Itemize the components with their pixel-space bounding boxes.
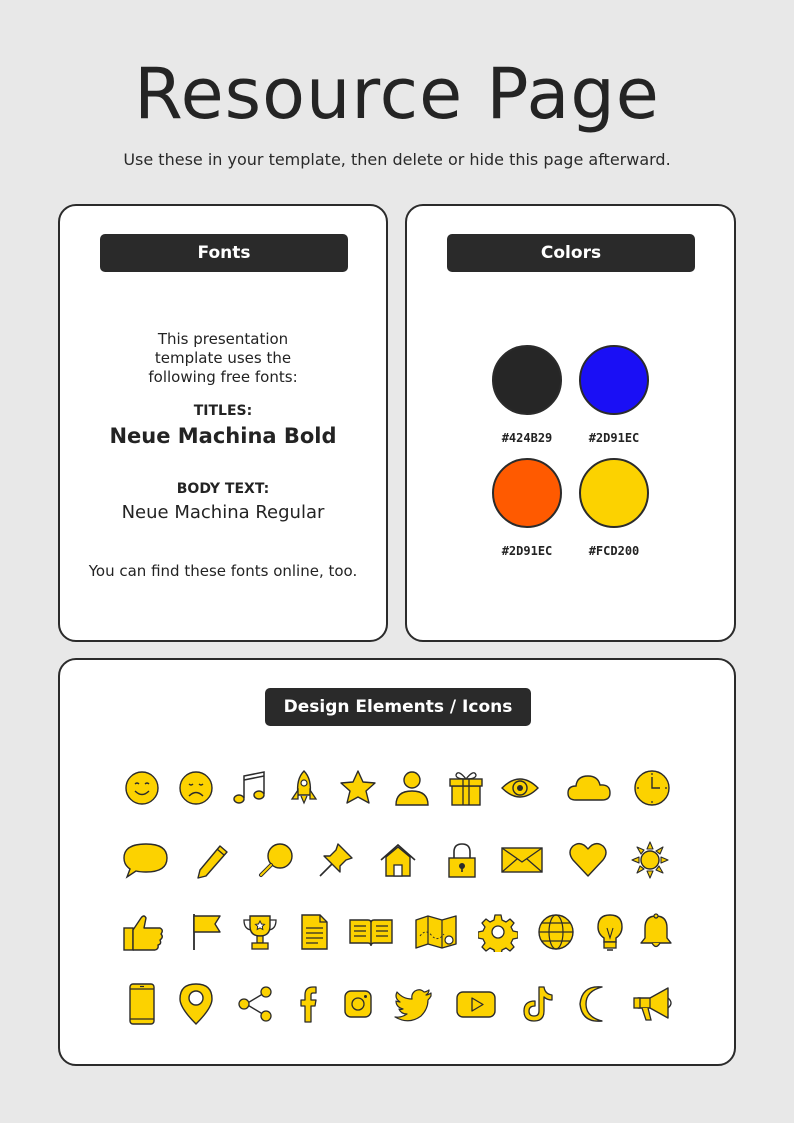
color-hex-2: #2D91EC xyxy=(588,431,640,445)
colors-header: Colors xyxy=(447,234,695,272)
map-icon xyxy=(414,912,454,952)
home-icon xyxy=(378,840,418,880)
music-note-icon xyxy=(230,768,270,808)
bell-icon xyxy=(636,912,676,952)
share-icon xyxy=(236,984,276,1024)
rocket-icon xyxy=(284,768,324,808)
facebook-icon xyxy=(288,984,328,1024)
padlock-icon xyxy=(442,840,482,880)
fonts-intro: This presentation template uses the following free fonts: xyxy=(148,330,298,386)
pushpin-icon xyxy=(316,840,356,880)
icons-card xyxy=(58,658,736,1066)
lightbulb-icon xyxy=(590,912,630,952)
titles-font-name: Neue Machina Bold xyxy=(109,424,337,448)
trophy-icon xyxy=(240,912,280,952)
location-pin-icon xyxy=(176,982,216,1022)
youtube-icon xyxy=(454,984,494,1024)
eye-icon xyxy=(500,768,540,808)
icons-header: Design Elements / Icons xyxy=(265,688,531,726)
instagram-icon xyxy=(338,984,378,1024)
gear-icon xyxy=(478,912,518,952)
envelope-icon xyxy=(500,840,540,880)
gift-icon xyxy=(446,768,486,808)
color-swatch-4 xyxy=(579,458,649,528)
moon-icon xyxy=(576,984,616,1024)
user-icon xyxy=(392,768,432,808)
document-icon xyxy=(294,912,334,952)
color-hex-3: #2D91EC xyxy=(501,544,553,558)
color-swatch-2 xyxy=(579,345,649,415)
body-label: BODY TEXT: xyxy=(176,481,270,497)
sun-icon xyxy=(630,840,670,880)
sad-face-icon xyxy=(176,768,216,808)
titles-label: TITLES: xyxy=(193,403,253,419)
magnifier-icon xyxy=(256,840,296,880)
page-title: Resource Page xyxy=(134,53,660,135)
smartphone-icon xyxy=(122,982,162,1022)
color-swatch-3 xyxy=(492,458,562,528)
fonts-card xyxy=(58,204,388,642)
tiktok-icon xyxy=(518,984,558,1024)
colors-card xyxy=(405,204,736,642)
twitter-icon xyxy=(394,984,434,1024)
open-book-icon xyxy=(348,912,388,952)
fonts-header: Fonts xyxy=(100,234,348,272)
pencil-icon xyxy=(192,840,232,880)
color-hex-1: #424B29 xyxy=(501,431,553,445)
heart-icon xyxy=(568,840,608,880)
star-icon xyxy=(338,768,378,808)
color-swatch-1 xyxy=(492,345,562,415)
smile-icon xyxy=(122,768,162,808)
page-subtitle: Use these in your template, then delete or hide this page afterward. xyxy=(123,150,671,169)
thumbs-up-icon xyxy=(122,912,162,952)
fonts-footer: You can find these fonts online, too. xyxy=(88,562,358,580)
chat-bubble-icon xyxy=(122,840,162,880)
color-hex-4: #FCD200 xyxy=(588,544,640,558)
clock-icon xyxy=(632,768,672,808)
globe-icon xyxy=(536,912,576,952)
cloud-icon xyxy=(566,768,606,808)
megaphone-icon xyxy=(632,984,672,1024)
body-font-name: Neue Machina Regular xyxy=(121,502,325,523)
flag-icon xyxy=(188,912,228,952)
